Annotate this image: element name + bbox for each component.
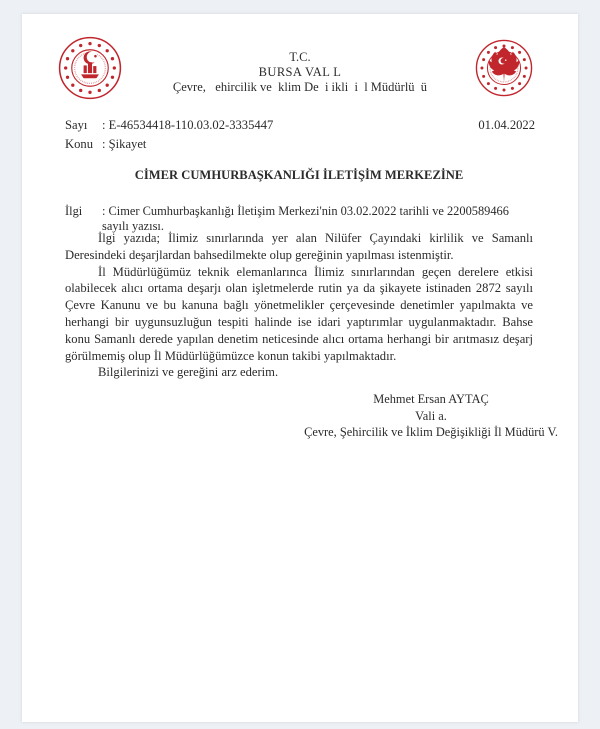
- konu-row: [65, 135, 535, 154]
- document-date: 01.04.2022: [478, 118, 535, 132]
- sayi-value: : E-46534418-110.03.02-3335447: [102, 118, 274, 132]
- sayi-label: Sayı: [65, 118, 88, 132]
- letterhead: [22, 50, 578, 95]
- reference-value: : Cimer Cumhurbaşkanlığı İletişim Merkezi'nin 03.02.2022 tarihli ve 2200589466 sayılı yazısı.: [102, 204, 509, 233]
- body-paragraph-1: İlgi yazıda; İlimiz sınırlarında yer alan Nilüfer Çayındaki kirlilik ve Samanlı Deresindeki deşarjlardan bahsedilmekte olup gereğinin yapılması istenmiştir.: [65, 231, 533, 262]
- letterhead-directorate: Çevre, ehircilik ve klim De i ikli i l Müdürlü ü: [172, 80, 428, 94]
- reference-label: İlgi: [65, 204, 83, 218]
- document-paper: [22, 14, 578, 722]
- letterhead-tc: T.C.: [289, 50, 311, 64]
- signatory-title-1: Vali a.: [415, 408, 447, 423]
- konu-label: Konu: [65, 137, 93, 151]
- letter-body: [65, 230, 533, 381]
- signatory-title-2: Çevre, Şehircilik ve İklim Değişikliği İl Müdürü V.: [304, 425, 558, 439]
- body-closing: Bilgilerinizi ve gereğini arz ederim.: [98, 365, 279, 380]
- konu-value: : Şikayet: [102, 137, 147, 151]
- body-paragraph-2: İl Müdürlüğümüz teknik elemanlarınca İlimiz sınırlarından geçen derelere etkisi olabilecek alıcı ortama deşarjı olan işletmelerde rutin ya da şikayete istinaden 2872 sayılı Çevre Kanunu ve bu kanuna bağlı yönetmelikler çerçevesinde denetimler yapılmakta ve herhangi bir uygunsuzluğun tespiti halinde ise idari yaptırımlar uygulanmaktadır. Bahse konu Samanlı derede yapılan denetim neticesinde alıcı ortama herhangi bir arıtmasız deşarj görülmemiş olup İl Müdürlüğümüzce konun takibi yapılmaktadır.: [65, 264, 533, 363]
- document-meta: [65, 116, 535, 154]
- recipient-title: CİMER CUMHURBAŞKANLIĞI İLETİŞİM MERKEZİNE: [134, 168, 464, 182]
- signatory-name: Mehmet Ersan AYTAÇ: [373, 392, 489, 406]
- signature-block: [280, 391, 582, 441]
- sayi-row: [65, 116, 535, 135]
- letterhead-governorship: BURSA VAL L: [258, 65, 342, 79]
